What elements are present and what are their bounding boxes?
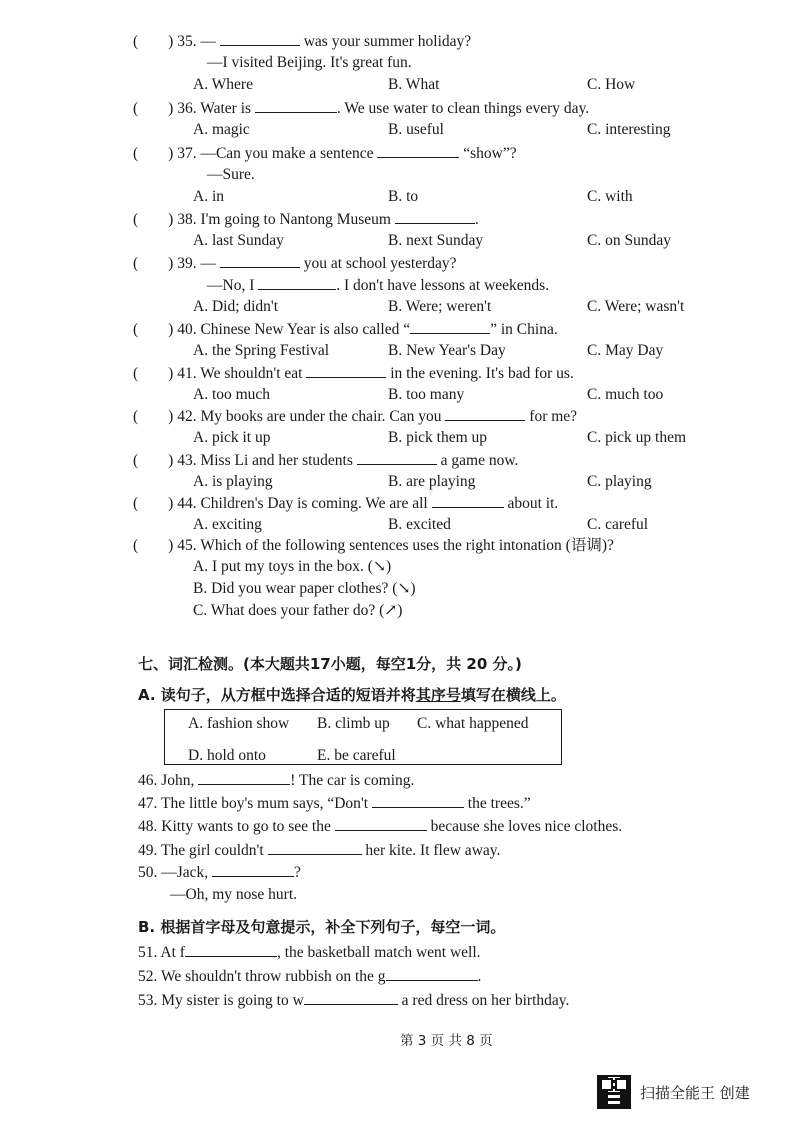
question-38: ( ) 38. I'm going to Nantong Museum . bbox=[133, 211, 479, 228]
question-46: 46. John, ! The car is coming. bbox=[138, 772, 415, 789]
answer-paren[interactable]: ( bbox=[133, 495, 139, 512]
answer-paren[interactable]: ( bbox=[133, 255, 139, 272]
answer-blank[interactable] bbox=[258, 275, 336, 290]
answer-blank[interactable] bbox=[335, 816, 427, 831]
answer-paren[interactable]: ( bbox=[133, 33, 139, 50]
option-a: A. exciting bbox=[193, 516, 262, 533]
option-c: C. What does your father do? (↗) bbox=[193, 602, 403, 619]
answer-blank[interactable] bbox=[304, 990, 398, 1005]
option-c: C. May Day bbox=[587, 342, 664, 359]
answer-blank[interactable] bbox=[357, 450, 437, 465]
question-41: ( ) 41. We shouldn't eat in the evening. It's bad for us. bbox=[133, 365, 574, 382]
option-a: A. Where bbox=[193, 76, 253, 93]
scanner-watermark: 扫描全能王 创建 bbox=[640, 1084, 750, 1102]
phrase-option: E. be careful bbox=[317, 747, 396, 764]
option-b: B. Did you wear paper clothes? (↘) bbox=[193, 580, 416, 597]
question-36: ( ) 36. Water is . We use water to clean things every day. bbox=[133, 100, 590, 117]
option-b: B. Were; weren't bbox=[388, 298, 492, 315]
option-b: B. What bbox=[388, 76, 440, 93]
section-title: 七、词汇检测。(本大题共17小题，每空1分，共 20 分。) bbox=[138, 655, 522, 673]
answer-blank[interactable] bbox=[372, 793, 464, 808]
phrase-option: B. climb up bbox=[317, 715, 390, 732]
answer-paren[interactable]: ( bbox=[133, 537, 139, 554]
answer-paren[interactable]: ( bbox=[133, 211, 139, 228]
option-a: A. in bbox=[193, 188, 224, 205]
option-c: C. interesting bbox=[587, 121, 671, 138]
option-a: A. I put my toys in the box. (↘) bbox=[193, 558, 392, 575]
dialogue-reply: —No, I . I don't have lessons at weekends. bbox=[207, 277, 550, 294]
answer-blank[interactable] bbox=[268, 840, 362, 855]
option-c: C. careful bbox=[587, 516, 649, 533]
phrase-option: A. fashion show bbox=[188, 715, 290, 732]
answer-paren[interactable]: ( bbox=[133, 145, 139, 162]
option-a: A. too much bbox=[193, 386, 271, 403]
option-c: C. much too bbox=[587, 386, 664, 403]
answer-blank[interactable] bbox=[386, 966, 478, 981]
question-47: 47. The little boy's mum says, “Don't the trees.” bbox=[138, 795, 531, 812]
question-48: 48. Kitty wants to go to see the because she loves nice clothes. bbox=[138, 818, 623, 835]
question-40: ( ) 40. Chinese New Year is also called “ ” in China. bbox=[133, 321, 558, 338]
option-b: B. useful bbox=[388, 121, 444, 138]
option-b: B. next Sunday bbox=[388, 232, 484, 249]
section-a-instruction: A. 读句子，从方框中选择合适的短语并将其序号填写在横线上。 bbox=[138, 686, 566, 704]
option-c: C. on Sunday bbox=[587, 232, 671, 249]
answer-blank[interactable] bbox=[395, 209, 475, 224]
option-c: C. pick up them bbox=[587, 429, 687, 446]
phrase-option: C. what happened bbox=[417, 715, 529, 732]
question-37: ( ) 37. —Can you make a sentence “show”? bbox=[133, 145, 517, 162]
question-52: 52. We shouldn't throw rubbish on the g . bbox=[138, 968, 482, 985]
question-39: ( ) 39. — you at school yesterday? bbox=[133, 255, 457, 272]
question-49: 49. The girl couldn't her kite. It flew away. bbox=[138, 842, 501, 859]
option-c: C. Were; wasn't bbox=[587, 298, 685, 315]
answer-blank[interactable] bbox=[185, 942, 277, 957]
option-b: B. too many bbox=[388, 386, 465, 403]
option-c: C. How bbox=[587, 76, 636, 93]
dialogue-reply: —Sure. bbox=[207, 166, 255, 183]
answer-blank[interactable] bbox=[410, 319, 490, 334]
section-b-instruction: B. 根据首字母及句意提示，补全下列句子，每空一词。 bbox=[138, 918, 506, 936]
option-a: A. magic bbox=[193, 121, 250, 138]
answer-blank[interactable] bbox=[198, 770, 290, 785]
answer-blank[interactable] bbox=[212, 862, 294, 877]
option-c: C. playing bbox=[587, 473, 652, 490]
question-35: ( ) 35. — was your summer holiday? bbox=[133, 33, 472, 50]
option-a: A. pick it up bbox=[193, 429, 271, 446]
answer-blank[interactable] bbox=[255, 98, 337, 113]
dialogue-reply: —Oh, my nose hurt. bbox=[170, 886, 298, 903]
option-b: B. are playing bbox=[388, 473, 476, 490]
option-b: B. to bbox=[388, 188, 419, 205]
option-b: B. excited bbox=[388, 516, 451, 533]
option-a: A. the Spring Festival bbox=[193, 342, 330, 359]
dialogue-reply: —I visited Beijing. It's great fun. bbox=[207, 54, 412, 71]
option-b: B. New Year's Day bbox=[388, 342, 506, 359]
page-number: 第 3 页 共 8 页 bbox=[400, 1033, 493, 1049]
option-a: A. last Sunday bbox=[193, 232, 284, 249]
question-53: 53. My sister is going to w a red dress on her birthday. bbox=[138, 992, 570, 1009]
phrase-option: D. hold onto bbox=[188, 747, 266, 764]
answer-paren[interactable]: ( bbox=[133, 100, 139, 117]
question-43: ( ) 43. Miss Li and her students a game now. bbox=[133, 452, 519, 469]
option-b: B. pick them up bbox=[388, 429, 488, 446]
answer-paren[interactable]: ( bbox=[133, 408, 139, 425]
question-44: ( ) 44. Children's Day is coming. We are all about it. bbox=[133, 495, 559, 512]
answer-paren[interactable]: ( bbox=[133, 365, 139, 382]
question-50: 50. —Jack, ? bbox=[138, 864, 301, 881]
option-a: A. is playing bbox=[193, 473, 273, 490]
qr-code-icon bbox=[597, 1075, 631, 1109]
question-42: ( ) 42. My books are under the chair. Can you for me? bbox=[133, 408, 578, 425]
question-51: 51. At f , the basketball match went well. bbox=[138, 944, 481, 961]
question-45: ( ) 45. Which of the following sentences uses the right intonation (语调)? bbox=[133, 537, 614, 554]
answer-blank[interactable] bbox=[377, 143, 459, 158]
option-c: C. with bbox=[587, 188, 633, 205]
answer-blank[interactable] bbox=[445, 406, 525, 421]
answer-blank[interactable] bbox=[432, 493, 504, 508]
answer-blank[interactable] bbox=[220, 31, 300, 46]
answer-blank[interactable] bbox=[306, 363, 386, 378]
option-a: A. Did; didn't bbox=[193, 298, 279, 315]
answer-paren[interactable]: ( bbox=[133, 321, 139, 338]
answer-paren[interactable]: ( bbox=[133, 452, 139, 469]
answer-blank[interactable] bbox=[220, 253, 300, 268]
